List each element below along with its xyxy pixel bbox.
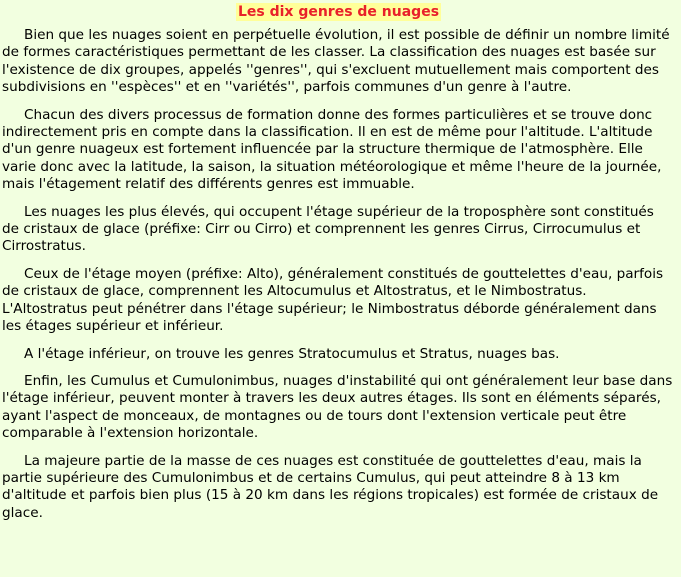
paragraph-formation: Chacun des divers processus de formation donne des formes particulières et se trouve donc indirectement pris en compte dans la classification. Il en est de même pour l'altitude. L'altitude d'un genre nuageux est fortement influencée par la structure thermique de l'atmosphère. Elle varie donc avec la latitude, la saison, la situation météorologique et même l'heure de la journée, mais l'étagement relatif des différents genres est immuable. (2, 106, 662, 193)
paragraph-intro: Bien que les nuages soient en perpétuelle évolution, il est possible de définir un nombre limité de formes caractéristiques permettant de les classer. La classification des nuages est basée sur l'existence de dix groupes, appelés ''genres'', qui s'excluent mutuellement mais comportent des subdivisions en ''espèces'' et en ''variétés'', parfois communes d'un genre à l'autre. (2, 27, 670, 96)
paragraph-high-clouds: Les nuages les plus élevés, qui occupent l'étage supérieur de la troposphère sont constitués de cristaux de glace (préfixe: Cirr ou Cirro) et comprennent les genres Cirrus, Cirrocumulus et Cirrostratus. (2, 203, 654, 255)
title-row (2, 0, 675, 23)
paragraph-composition: La majeure partie de la masse de ces nuages est constituée de gouttelettes d'eau, mais la partie supérieure des Cumulonimbus et de certains Cumulus, qui peut atteindre 8 à 13 km d'altitude et parfois bien plus (15 à 20 km dans les régions tropicales) est formée de cristaux de glace. (2, 452, 659, 521)
paragraph-low-clouds: A l'étage inférieur, on trouve les genres Stratocumulus et Stratus, nuages bas. (24, 345, 560, 362)
paragraph-middle-clouds: Ceux de l'étage moyen (préfixe: Alto), généralement constitués de gouttelettes d'eau, parfois de cristaux de glace, comprennent les Altocumulus et Altostratus, et le Nimbostratus. L'Altostratus peut pénétrer dans l'étage supérieur; le Nimbostratus déborde généralement dans les étages supérieur et inférieur. (2, 265, 664, 335)
page-title: Les dix genres de nuages (237, 4, 440, 20)
paragraph-vertical-clouds: Enfin, les Cumulus et Cumulonimbus, nuages d'instabilité qui ont généralement leur base dans l'étage inférieur, peuvent monter à travers les deux autres étages. Ils sont en éléments séparés, ayant l'aspect de monceaux, de montagnes ou de tours dont l'extension verticale peut être comparable à l'extension horizontale. (2, 372, 673, 442)
